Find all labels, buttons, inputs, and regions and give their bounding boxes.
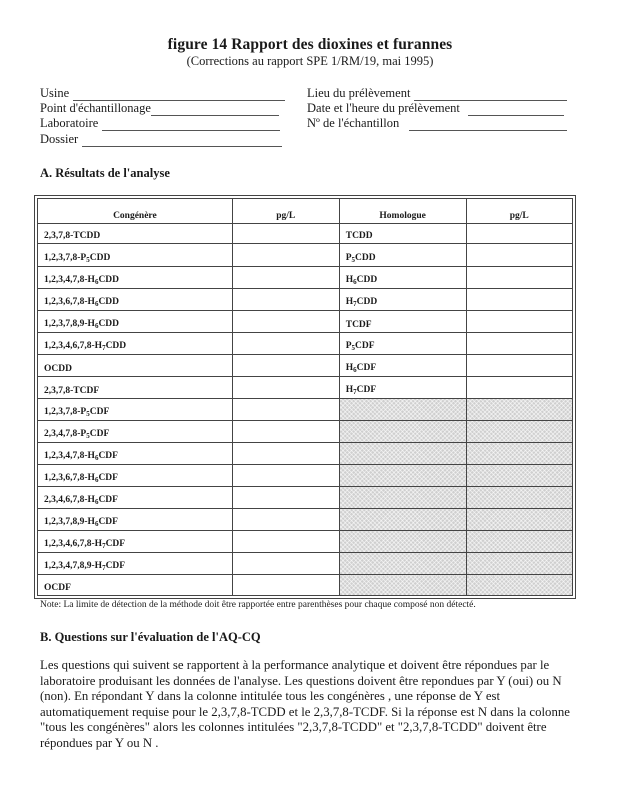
homologue-name (339, 244, 466, 266)
congener-name (38, 575, 233, 596)
homologue-value-cell[interactable] (466, 288, 572, 310)
table-row (38, 509, 573, 531)
name-part: H (345, 362, 354, 373)
name-part: CDD (355, 252, 376, 263)
name-part: 1,2,3,7,8-P (44, 252, 87, 263)
congener-value-cell[interactable] (232, 531, 339, 553)
homologue-value-cell[interactable] (466, 332, 572, 354)
table-row (38, 376, 573, 398)
subscript: 6 (94, 277, 99, 286)
field-input-laboratoire[interactable] (102, 120, 280, 131)
table-row (38, 332, 573, 354)
subscript: 7 (353, 387, 357, 396)
name-part: CDD (98, 318, 120, 329)
congener-value-cell[interactable] (232, 443, 339, 465)
field-label: Point d'échantillonage (40, 101, 151, 115)
subscript: 5 (351, 255, 356, 264)
subscript: 7 (102, 542, 106, 551)
shaded-cell (339, 531, 466, 553)
congener-name (38, 332, 233, 354)
congener-value-cell[interactable] (232, 354, 339, 376)
table-row (38, 531, 573, 553)
subscript: 6 (94, 498, 99, 507)
subscript: 6 (353, 365, 357, 374)
shaded-cell (466, 553, 572, 575)
subscript: 5 (351, 343, 356, 352)
congener-name (38, 224, 233, 244)
field-label: Lieu du prélèvement (307, 86, 411, 100)
table-row (38, 244, 573, 266)
name-part: 2,3,4,7,8-P (44, 429, 87, 440)
subscript: 5 (86, 255, 90, 264)
name-part: CDF (355, 340, 375, 351)
table-row (38, 575, 573, 596)
table-header-row (38, 199, 573, 224)
homologue-name (339, 224, 466, 244)
name-part: TCDF (345, 319, 372, 330)
name-part: CDD (105, 340, 127, 351)
shaded-cell (339, 443, 466, 465)
congener-name (38, 376, 233, 398)
congener-value-cell[interactable] (232, 420, 339, 442)
field-input-usine[interactable] (73, 90, 285, 101)
field-usine (40, 86, 285, 101)
table-row (38, 354, 573, 376)
subscript: 6 (353, 277, 357, 286)
name-part: CDD (98, 274, 120, 285)
homologue-value-cell[interactable] (466, 354, 572, 376)
name-part: OCDD (44, 363, 72, 374)
congener-name (38, 509, 233, 531)
field-label: Laboratoire (40, 116, 99, 130)
shaded-cell (339, 465, 466, 487)
congener-value-cell[interactable] (232, 509, 339, 531)
field-laboratoire (40, 116, 280, 131)
field-label: Date et l'heure du prélèvement (307, 101, 460, 115)
homologue-name (339, 288, 466, 310)
name-part: H (345, 384, 354, 395)
congener-name (38, 310, 233, 332)
shaded-cell (466, 531, 572, 553)
subscript: 7 (102, 564, 106, 573)
congener-value-cell[interactable] (232, 487, 339, 509)
homologue-name (339, 332, 466, 354)
table-row (38, 288, 573, 310)
shaded-cell (466, 465, 572, 487)
homologue-name (339, 266, 466, 288)
field-input-dossier[interactable] (82, 136, 282, 147)
homologue-value-cell[interactable] (466, 376, 572, 398)
name-part: TCDD (345, 231, 373, 242)
shaded-cell (339, 509, 466, 531)
name-part: CDF (98, 473, 118, 484)
shaded-cell (339, 575, 466, 596)
congener-name (38, 443, 233, 465)
congener-name (38, 420, 233, 442)
name-part: CDF (356, 362, 377, 373)
name-part: 1,2,3,4,7,8,9-H (44, 561, 103, 572)
congener-name (38, 354, 233, 376)
subscript: 7 (102, 343, 106, 352)
field-point-echantillonage (40, 101, 279, 116)
congener-value-cell[interactable] (232, 332, 339, 354)
section-a-title: A. Résultats de l'analyse (40, 166, 170, 180)
congener-name (38, 465, 233, 487)
homologue-value-cell[interactable] (466, 224, 572, 244)
name-part: CDF (105, 561, 126, 572)
field-lieu-prelevement (307, 86, 567, 101)
subscript: 5 (86, 409, 90, 418)
shaded-cell (466, 487, 572, 509)
congener-value-cell[interactable] (232, 398, 339, 420)
name-part: 1,2,3,4,7,8-H (44, 451, 95, 462)
name-part: 2,3,7,8-TCDD (44, 231, 101, 242)
congener-name (38, 553, 233, 575)
homologue-value-cell[interactable] (466, 244, 572, 266)
results-table-frame (34, 195, 576, 599)
table-row (38, 266, 573, 288)
field-input-lieu-prelevement[interactable] (414, 90, 567, 101)
name-part: CDF (98, 451, 118, 462)
name-part: OCDF (44, 583, 71, 593)
congener-value-cell[interactable] (232, 553, 339, 575)
congener-name (38, 266, 233, 288)
subscript: 6 (94, 520, 99, 529)
name-part: 1,2,3,4,6,7,8-H (44, 340, 103, 351)
shaded-cell (466, 575, 572, 596)
section-b-title: B. Questions sur l'évaluation de l'AQ-CQ (40, 630, 261, 644)
shaded-cell (466, 509, 572, 531)
name-part: 1,2,3,7,8,9-H (44, 318, 95, 329)
column-header-homologue: Homologue (339, 199, 466, 224)
table-row (38, 310, 573, 332)
name-part: CDF (98, 495, 118, 506)
shaded-cell (339, 487, 466, 509)
field-label: Dossier (40, 132, 79, 146)
congener-value-cell[interactable] (232, 575, 339, 596)
congener-name (38, 531, 233, 553)
congener-value-cell[interactable] (232, 244, 339, 266)
subscript: 6 (94, 321, 99, 330)
column-header-homologue-pgl: pg/L (466, 199, 572, 224)
field-dossier (40, 132, 282, 147)
congener-value-cell[interactable] (232, 224, 339, 244)
homologue-name (339, 310, 466, 332)
field-input-date-heure-prelevement[interactable] (468, 105, 564, 116)
shaded-cell (339, 420, 466, 442)
name-part: 1,2,3,6,7,8-H (44, 473, 95, 484)
congener-name (38, 244, 233, 266)
name-part: 2,3,4,6,7,8-H (44, 495, 95, 506)
name-part: 1,2,3,4,6,7,8-H (44, 539, 103, 550)
field-numero-echantillon (307, 116, 567, 131)
name-part: CDD (356, 296, 378, 307)
shaded-cell (466, 443, 572, 465)
name-part: 1,2,3,7,8,9-H (44, 517, 95, 528)
results-table (37, 198, 573, 596)
name-part: P (345, 340, 352, 351)
section-b-paragraph: Les questions qui suivent se rapportent à la performance analytique et doivent être répondues par le laboratoire produisant les données de l'analyse. Les questions doivent être repondues par Y (oui) ou N (non). En répondant Y dans la colonne intitulée tous les congénères , une réponse de Y est automatiquement requise pour le 2,3,7,8-TCDD et le 2,3,7,8-TCDF. Si la réponse est N dans la colonne "tous les congénères" alors les colonnes intitulées "2,3,7,8-TCDD" et "2,3,7,8-TCDD" doivent être répondues par Y ou N . (40, 658, 570, 750)
shaded-cell (339, 398, 466, 420)
congener-value-cell[interactable] (232, 310, 339, 332)
name-part: CDF (89, 406, 110, 417)
column-header-congenere: Congénère (38, 199, 233, 224)
subscript: 6 (94, 476, 99, 485)
congener-name (38, 487, 233, 509)
name-part: CDD (356, 274, 378, 285)
congener-value-cell[interactable] (232, 266, 339, 288)
subscript: 5 (86, 432, 90, 441)
table-row (38, 443, 573, 465)
subscript: 7 (353, 299, 357, 308)
name-part: 1,2,3,7,8-P (44, 406, 87, 417)
name-part: CDF (356, 384, 377, 395)
shaded-cell (466, 398, 572, 420)
table-row (38, 465, 573, 487)
name-part: CDD (89, 252, 111, 263)
name-part: H (345, 296, 354, 307)
name-part: CDD (98, 296, 120, 307)
document-subtitle: (Corrections au rapport SPE 1/RM/19, mai 1995) (186, 54, 434, 68)
field-input-point-echantillonage[interactable] (151, 105, 279, 116)
subscript: 6 (94, 454, 99, 463)
homologue-value-cell[interactable] (466, 310, 572, 332)
table-row (38, 224, 573, 244)
congener-value-cell[interactable] (232, 465, 339, 487)
homologue-name (339, 376, 466, 398)
column-header-congenere-pgl: pg/L (232, 199, 339, 224)
name-part: CDF (98, 517, 118, 528)
congener-name (38, 288, 233, 310)
name-part: CDF (105, 539, 126, 550)
shaded-cell (339, 553, 466, 575)
field-label: Usine (40, 86, 70, 100)
table-row (38, 420, 573, 442)
field-label: Nº de l'échantillon (307, 116, 400, 130)
field-input-numero-echantillon[interactable] (409, 120, 567, 131)
table-row (38, 398, 573, 420)
name-part: 2,3,7,8-TCDF (44, 385, 100, 396)
name-part: P (345, 252, 352, 263)
table-row (38, 487, 573, 509)
name-part: 1,2,3,6,7,8-H (44, 296, 95, 307)
name-part: 1,2,3,4,7,8-H (44, 274, 95, 285)
name-part: CDF (89, 429, 110, 440)
congener-value-cell[interactable] (232, 376, 339, 398)
document-title: figure 14 Rapport des dioxines et furannes (167, 36, 453, 53)
congener-name (38, 398, 233, 420)
field-date-heure-prelevement (307, 101, 564, 116)
homologue-value-cell[interactable] (466, 266, 572, 288)
subscript: 6 (94, 299, 99, 308)
name-part: H (345, 274, 354, 285)
detection-limit-note: Note: La limite de détection de la méthode doit être rapportée entre parenthèses pour chaque composé non détecté. (40, 600, 476, 610)
shaded-cell (466, 420, 572, 442)
homologue-name (339, 354, 466, 376)
table-row (38, 553, 573, 575)
congener-value-cell[interactable] (232, 288, 339, 310)
